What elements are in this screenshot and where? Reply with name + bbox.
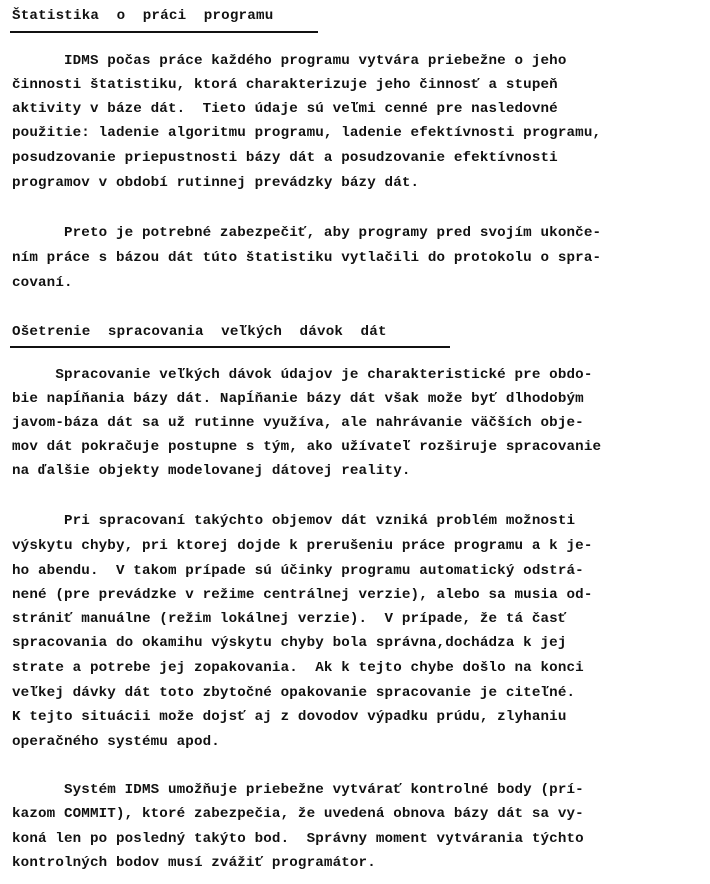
text-line: Systém IDMS umožňuje priebežne vytvárať kontrolné body (prí- xyxy=(12,782,584,798)
text-line: koná len po posledný takýto bod. Správny moment vytvárania týchto xyxy=(12,831,584,847)
text-line: programov v období rutinnej prevádzky bázy dát. xyxy=(12,175,420,191)
heading-underline xyxy=(10,346,450,348)
text-line: strate a potrebe jej zopakovania. Ak k tejto chybe došlo na konci xyxy=(12,660,584,676)
text-line: činnosti štatistiku, ktorá charakterizuje jeho činnosť a stupeň xyxy=(12,77,558,93)
text-line: kontrolných bodov musí zvážiť programátor. xyxy=(12,855,376,871)
text-line: Preto je potrebné zabezpečiť, aby programy pred svojím ukonče- xyxy=(12,225,602,241)
text-line: K tejto situácii može dojsť aj z dovodov výpadku prúdu, zlyhaniu xyxy=(12,709,567,725)
text-line: strániť manuálne (režim lokálnej verzie). V prípade, že tá časť xyxy=(12,611,567,627)
text-line: výskytu chyby, pri ktorej dojde k prerušeniu práce programu a k je- xyxy=(12,538,593,554)
text-line: posudzovanie priepustnosti bázy dát a posudzovanie efektívnosti xyxy=(12,150,558,166)
section-heading-osetrenie: Ošetrenie spracovania veľkých dávok dát xyxy=(12,324,387,340)
text-line: Spracovanie veľkých dávok údajov je charakteristické pre obdo- xyxy=(12,367,593,383)
text-line: kazom COMMIT), ktoré zabezpečia, že uvedená obnova bázy dát sa vy- xyxy=(12,806,584,822)
text-line: použitie: ladenie algoritmu programu, ladenie efektívnosti programu, xyxy=(12,125,602,141)
text-line: Pri spracovaní takýchto objemov dát vzniká problém možnosti xyxy=(12,513,576,529)
text-line: na ďalšie objekty modelovanej dátovej reality. xyxy=(12,463,411,479)
text-line: bie napĺňania bázy dát. Napĺňanie bázy dát však može byť dlhodobým xyxy=(12,391,584,407)
text-line: ho abendu. V takom prípade sú účinky programu automatický odstrá- xyxy=(12,563,584,579)
text-line: mov dát pokračuje postupne s tým, ako užívateľ rozširuje spracovanie xyxy=(12,439,602,455)
text-line: spracovania do okamihu výskytu chyby bola správna,dochádza k jej xyxy=(12,635,567,651)
text-line: aktivity v báze dát. Tieto údaje sú veľmi cenné pre nasledovné xyxy=(12,101,558,117)
section-heading-statistika: Štatistika o práci programu xyxy=(12,8,274,24)
text-line: IDMS počas práce každého programu vytvára priebežne o jeho xyxy=(12,53,567,69)
text-line: veľkej dávky dát toto zbytočné opakovanie spracovanie je citeľné. xyxy=(12,685,576,701)
text-line: nené (pre prevádzke v režime centrálnej verzie), alebo sa musia od- xyxy=(12,587,593,603)
text-line: ním práce s bázou dát túto štatistiku vytlačili do protokolu o spra- xyxy=(12,250,602,266)
text-line: covaní. xyxy=(12,275,73,291)
heading-underline xyxy=(10,31,318,33)
text-line: operačného systému apod. xyxy=(12,734,220,750)
text-line: javom-báza dát sa už rutinne využíva, ale nahrávanie väčších obje- xyxy=(12,415,584,431)
